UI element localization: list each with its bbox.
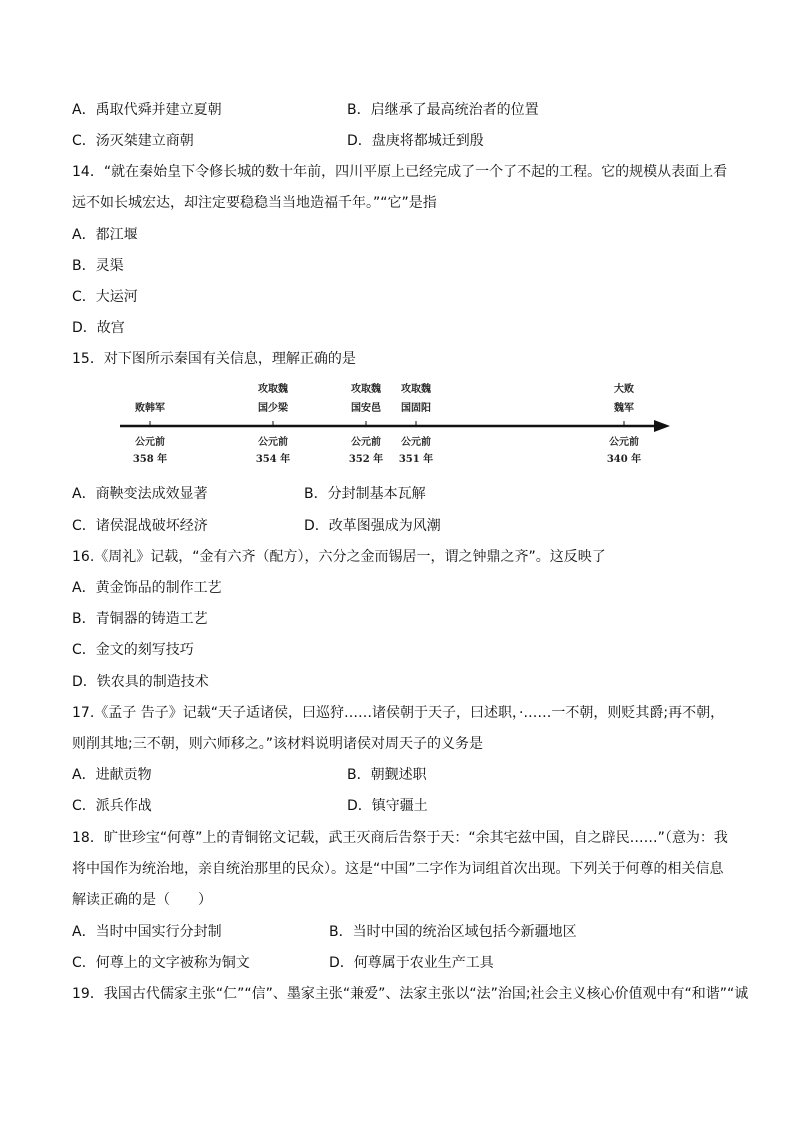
q14-option-a[interactable]: A．都江堰	[72, 227, 138, 243]
q14-option-c[interactable]: C．大运河	[72, 289, 138, 305]
q13-option-c[interactable]: C．汤灭桀建立商朝	[72, 133, 194, 149]
q16-option-b[interactable]: B．青铜器的铸造工艺	[72, 611, 208, 627]
timeline-year-value: 354 年	[255, 454, 291, 465]
timeline-event-label: 国安邑	[351, 403, 381, 414]
q17-option-d[interactable]: D．镇守疆土	[347, 798, 428, 814]
timeline-event-label: 攻取魏	[401, 384, 431, 395]
timeline-year-label: 公元前	[135, 437, 165, 448]
q15-stem: 15．对下图所示秦国有关信息，理解正确的是	[72, 351, 356, 367]
timeline-event-label: 大败	[614, 384, 634, 395]
q17-option-c[interactable]: C．派兵作战	[72, 798, 152, 814]
q17-stem-line1: 17.《孟子 告子》记载“天子适诸侯，曰巡狩……诸侯朝于天子，曰述职，·……一不朝，则贬其爵;再不朝，	[72, 705, 725, 721]
timeline-event-label: 败韩军	[135, 403, 165, 414]
q18-stem-line3: 解读正确的是（ ）	[72, 892, 212, 908]
q15-option-d[interactable]: D．改革图强成为风潮	[304, 518, 441, 534]
q18-option-c[interactable]: C．何尊上的文字被称为铜文	[72, 955, 250, 971]
q19-stem-line1: 19．我国古代儒家主张“仁”“信”、墨家主张“兼爱”、法家主张以“法”治国;社会主义核心价值观中有“和谐”“诚	[72, 986, 749, 1002]
timeline-event-label: 攻取魏	[351, 384, 381, 395]
timeline-year-label: 公元前	[258, 437, 288, 448]
timeline-year-value: 351 年	[398, 454, 434, 465]
timeline-event-label: 攻取魏	[258, 384, 288, 395]
q14-stem-line2: 远不如长城宏达，却注定要稳稳当当地造福千年。”“它”是指	[72, 195, 437, 211]
q13-option-d[interactable]: D．盘庚将都城迁到殷	[347, 133, 484, 149]
q17-option-a[interactable]: A．进献贡物	[72, 767, 152, 783]
timeline-year-label: 公元前	[351, 437, 381, 448]
q14-option-b[interactable]: B．灵渠	[72, 258, 124, 274]
q18-option-a[interactable]: A．当时中国实行分封制	[72, 924, 222, 940]
q16-option-a[interactable]: A．黄金饰品的制作工艺	[72, 580, 222, 596]
q14-stem-line1: 14．“就在秦始皇下令修长城的数十年前，四川平原上已经完成了一个了不起的工程。它的规模从表面上看	[72, 164, 728, 180]
q17-stem-line2: 则削其地;三不朝，则六师移之。”该材料说明诸侯对周天子的义务是	[72, 736, 483, 752]
q18-stem-line2: 将中国作为统治地，亲自统治那里的民众）。这是“中国”二字作为词组首次出现。下列关于何尊的相关信息	[72, 861, 724, 877]
q16-stem: 16.《周礼》记载，“金有六齐（配方），六分之金而锡居一，谓之钟鼎之齐”。这反映了	[72, 549, 606, 565]
timeline-event-label: 国少梁	[258, 403, 288, 414]
timeline-event-label: 魏军	[614, 403, 634, 414]
timeline-year-value: 352 年	[348, 454, 384, 465]
q14-option-d[interactable]: D．故宫	[72, 320, 125, 336]
q18-stem-line1: 18．旷世珍宝“何尊”上的青铜铭文记载，武王灭商后告祭于天：“余其宅兹中国，自之辟民……”（意为：我	[72, 830, 728, 846]
q18-option-d[interactable]: D．何尊属于农业生产工具	[329, 955, 494, 971]
timeline-arrowhead	[654, 420, 670, 432]
q13-option-a[interactable]: A．禹取代舜并建立夏朝	[72, 102, 222, 118]
q13-option-b[interactable]: B．启继承了最高统治者的位置	[347, 102, 539, 118]
q15-option-c[interactable]: C．诸侯混战破坏经济	[72, 518, 208, 534]
q16-option-c[interactable]: C．金文的刻写技巧	[72, 642, 194, 658]
q18-option-b[interactable]: B．当时中国的统治区域包括今新疆地区	[329, 924, 577, 940]
timeline-year-value: 340 年	[606, 454, 642, 465]
q17-option-b[interactable]: B．朝觐述职	[347, 767, 427, 783]
timeline-event-label: 国固阳	[401, 403, 431, 414]
timeline-year-label: 公元前	[609, 437, 639, 448]
timeline-year-label: 公元前	[401, 437, 431, 448]
q16-option-d[interactable]: D．铁农具的制造技术	[72, 674, 209, 690]
q15-option-b[interactable]: B．分封制基本瓦解	[304, 486, 426, 502]
timeline-year-value: 358 年	[132, 454, 168, 465]
q15-option-a[interactable]: A．商鞅变法成效显著	[72, 486, 208, 502]
